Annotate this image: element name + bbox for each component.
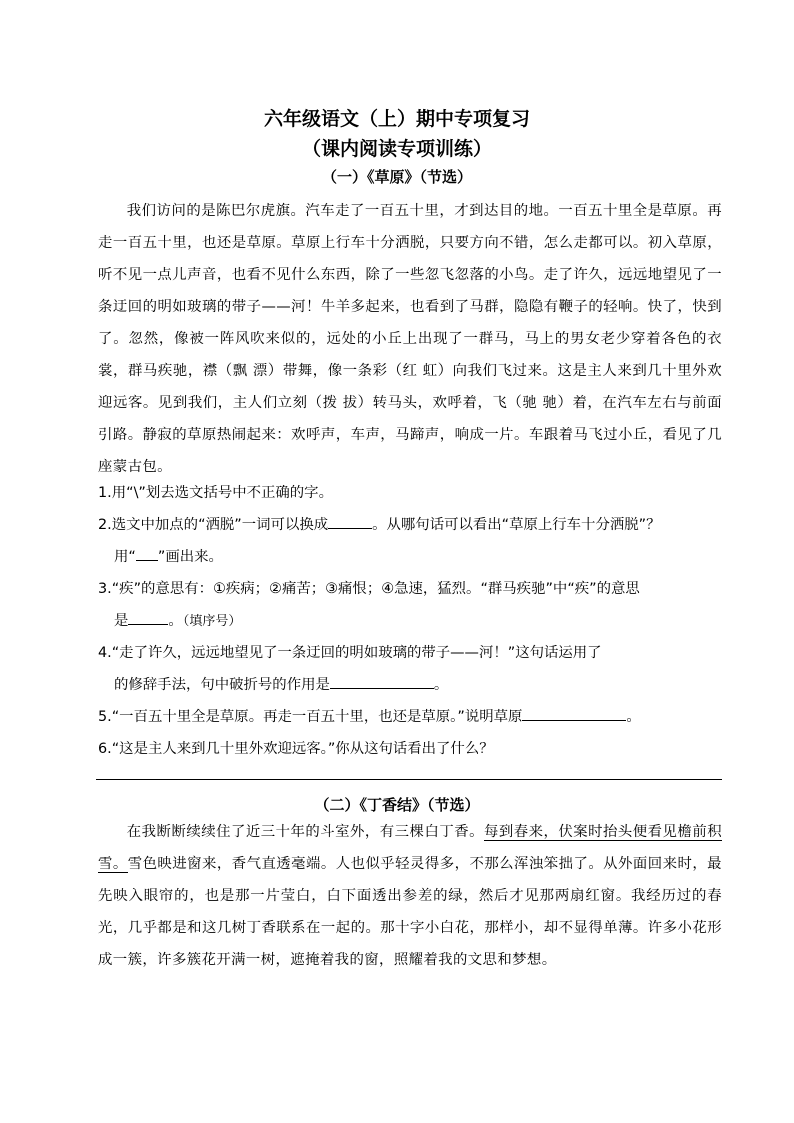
question-6-text: 6.“这是主人来到几十里外欢迎远客。”你从这句话看出了什么？ <box>98 741 494 757</box>
question-2 <box>98 509 722 573</box>
question-5-text-a: 5.“一百五十里全是草原。再走一百五十里，也还是草原。”说明草原 <box>98 709 523 725</box>
answer-blank[interactable] <box>328 514 372 529</box>
question-4-continuation <box>98 669 722 701</box>
page-subtitle: （课内阅读专项训练） <box>301 138 492 160</box>
section1-heading: （一）《草原》（节选） <box>321 168 472 186</box>
question-4-text-c: 。 <box>433 677 449 693</box>
question-1 <box>98 477 722 509</box>
question-3-text-c: 。 <box>168 613 183 629</box>
question-3-hint: （填序号） <box>182 614 242 629</box>
answer-blank[interactable] <box>330 674 434 689</box>
question-1-text: 1.用“\”划去选文括号中不正确的字。 <box>98 485 333 501</box>
question-3-text-a: 3.“疾”的意思有：①疾病；②痛苦；③痛恨；④急速，猛烈。“群马疾驰”中“疾”的意思 <box>98 581 640 597</box>
answer-blank[interactable] <box>522 706 626 721</box>
question-4 <box>98 637 722 701</box>
question-3-continuation <box>98 605 722 638</box>
answer-blank <box>136 546 158 561</box>
section2-passage <box>98 816 722 976</box>
question-5 <box>98 701 722 733</box>
question-2-text-a: 2.选文中加点的“洒脱”一词可以换成 <box>98 517 329 533</box>
underlined-sentence: 每到春来，伏案时抬头便看见檐前积雪。 <box>98 824 722 872</box>
question-2-text-d: ”画出来。 <box>157 549 223 565</box>
page-title: 六年级语文（上）期中专项复习 <box>263 108 530 130</box>
question-3-text-b: 是 <box>114 613 129 629</box>
question-4-text-b: 的修辞手法，句中破折号的作用是 <box>114 677 330 693</box>
question-3 <box>98 573 722 638</box>
answer-blank[interactable] <box>128 610 168 625</box>
section2-passage-a: 在我断断续续住了近三十年的斗室外，有三棵白丁香。 <box>126 824 484 840</box>
question-5-text-b: 。 <box>626 709 641 725</box>
section-divider <box>96 779 722 780</box>
question-2-text-c: 用“ <box>114 549 136 565</box>
question-2-text-b: 。从哪句话可以看出“草原上行车十分洒脱”？ <box>372 517 661 533</box>
question-6 <box>98 733 722 765</box>
section2-passage-b: 雪色映进窗来，香气直透毫端。人也似乎轻灵得多，不那么浑浊笨拙了。从外面回来时，最先映入眼帘的，也是那一片莹白，白下面透出参差的绿，然后才见那两扇红窗。我经历过的春光，几乎都是和这几树丁香联系在一起的。那十字小白花，那样小，却不显得单薄。许多小花形成一簇，许多簇花开满一树，遮掩着我的窗，照耀着我的文思和梦想。 <box>98 856 722 968</box>
question-4-text-a: 4.“走了许久，远远地望见了一条迂回的明如玻璃的带子——河！”这句话运用了 <box>98 645 602 661</box>
question-2-continuation <box>98 541 722 573</box>
section2-heading: （二）《丁香结》（节选） <box>314 796 480 814</box>
section1-passage: 我们访问的是陈巴尔虎旗。汽车走了一百五十里，才到达目的地。一百五十里全是草原。再走一百五十里，也还是草原。草原上行车十分洒脱，只要方向不错，怎么走都可以。初入草原，听不见一点儿声音，也看不见什么东西，除了一些忽飞忽落的小鸟。走了许久，远远地望见了一条迂回的明如玻璃的带子——河！牛羊多起来，也看到了马群，隐隐有鞭子的轻响。快了，快到了。忽然，像被一阵风吹来似的，远处的小丘上出现了一群马，马上的男女老少穿着各色的衣裳，群马疾驰，襟（飘 漂）带舞，像一条彩（红 虹）向我们飞过来。这是主人来到几十里外欢迎远客。见到我们，主人们立刻（拨 拔）转马头，欢呼着，飞（驰 驰）着，在汽车左右与前面引路。静寂的草原热闹起来：欢呼声，车声，马蹄声，响成一片。车跟着马飞过小丘，看见了几座蒙古包。 <box>98 203 722 475</box>
